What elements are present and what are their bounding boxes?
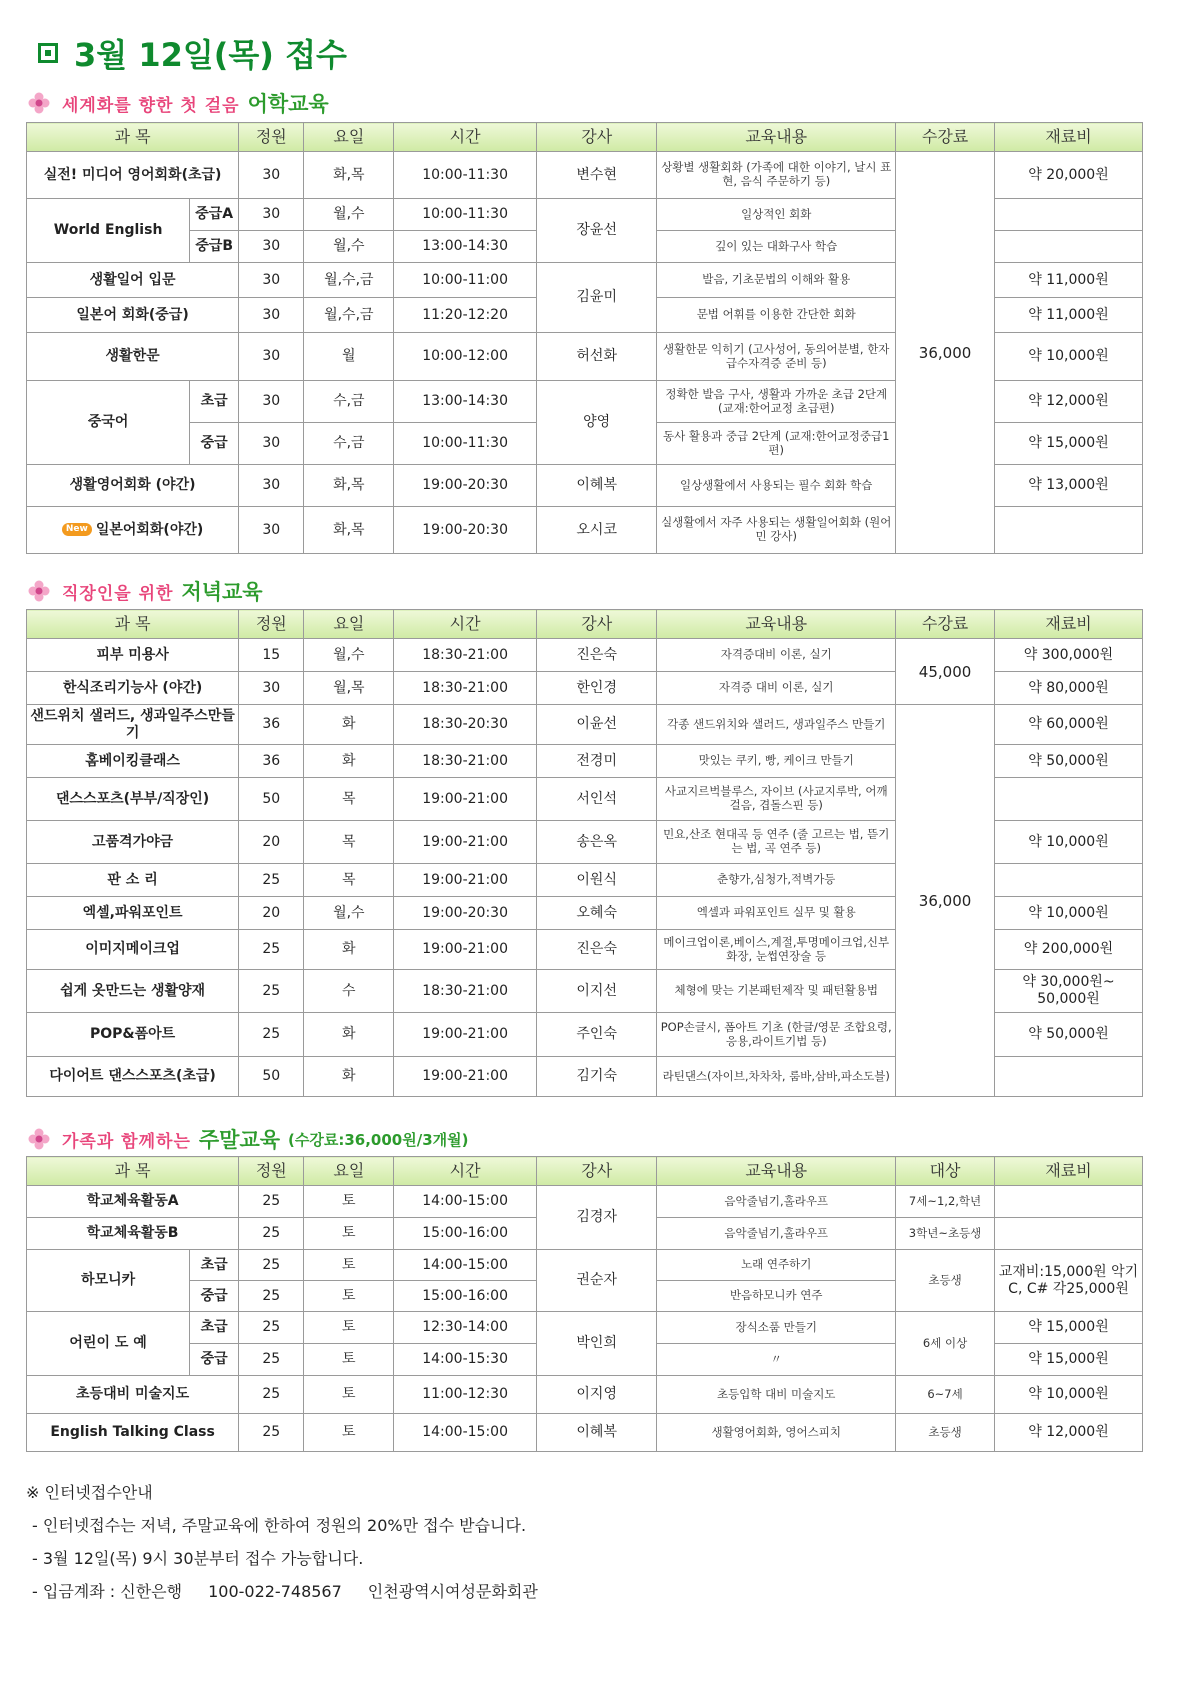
material-cell: 약 10,000원 <box>995 333 1143 381</box>
time-cell: 19:00-20:30 <box>394 897 537 930</box>
header-capacity: 정원 <box>239 610 304 639</box>
note-item: - 인터넷접수는 저녁, 주말교육에 한하여 정원의 20%만 접수 받습니다. <box>32 1516 527 1535</box>
header-subject: 과 목 <box>27 1157 239 1186</box>
language-course-table <box>26 122 1143 554</box>
teacher-cell: 김기숙 <box>537 1057 657 1097</box>
time-cell: 19:00-20:30 <box>394 507 537 554</box>
subject-cell: 샌드위치 샐러드, 생과일주스만들기 <box>27 705 239 745</box>
time-cell: 11:00-12:30 <box>394 1376 537 1414</box>
material-cell: 약 30,000원~ 50,000원 <box>995 970 1143 1013</box>
teacher-cell: 김윤미 <box>537 263 657 333</box>
note-item-text: 인터넷접수는 저녁, 주말교육에 한하여 정원의 20%만 접수 받습니다. <box>42 1516 527 1535</box>
level-cell: 초급 <box>190 1312 239 1344</box>
capacity-cell: 30 <box>239 423 304 465</box>
capacity-cell: 25 <box>239 1281 304 1312</box>
new-badge: New <box>62 523 92 536</box>
time-cell: 18:30-21:00 <box>394 672 537 705</box>
time-cell: 10:00-12:00 <box>394 333 537 381</box>
time-cell: 11:20-12:20 <box>394 298 537 333</box>
teacher-cell: 전경미 <box>537 745 657 778</box>
table-header-row <box>27 123 1143 152</box>
content-cell: 일상생활에서 사용되는 필수 회화 학습 <box>657 465 896 507</box>
time-cell: 10:00-11:30 <box>394 423 537 465</box>
capacity-cell: 30 <box>239 298 304 333</box>
time-cell: 18:30-20:30 <box>394 705 537 745</box>
target-cell: 6세 이상 <box>896 1312 995 1376</box>
teacher-cell: 오시코 <box>537 507 657 554</box>
target-cell: 초등생 <box>896 1414 995 1452</box>
level-cell: 초급 <box>190 381 239 423</box>
header-fee: 수강료 <box>896 610 995 639</box>
content-cell: 체형에 맞는 기본패턴제작 및 패턴활용법 <box>657 970 896 1013</box>
header-capacity: 정원 <box>239 123 304 152</box>
day-cell: 수,금 <box>304 381 394 423</box>
content-cell: 민요,산조 현대곡 등 연주 (줄 고르는 법, 뜯기는 법, 곡 연주 등) <box>657 821 896 864</box>
capacity-cell: 25 <box>239 1250 304 1281</box>
header-subject: 과 목 <box>27 610 239 639</box>
time-cell: 18:30-21:00 <box>394 745 537 778</box>
content-cell: 엑셀과 파워포인트 실무 및 활용 <box>657 897 896 930</box>
fee-cell: 36,000 <box>896 152 995 554</box>
header-teacher: 강사 <box>537 610 657 639</box>
section-heading-strong: 저녁교육 <box>181 580 263 604</box>
day-cell: 목 <box>304 864 394 897</box>
material-cell: 약 60,000원 <box>995 705 1143 745</box>
teacher-cell: 주인숙 <box>537 1013 657 1057</box>
subject-cell <box>27 507 239 554</box>
notes-heading: ※ 인터넷접수안내 <box>26 1483 153 1502</box>
material-cell: 약 200,000원 <box>995 930 1143 970</box>
content-cell: 문법 어휘를 이용한 간단한 회화 <box>657 298 896 333</box>
flower-icon <box>28 1128 50 1150</box>
day-cell: 월 <box>304 333 394 381</box>
material-cell <box>995 231 1143 263</box>
subject-cell: 다이어트 댄스스포츠(초급) <box>27 1057 239 1097</box>
section-heading-bubble: 가족과 함께하는 <box>62 1131 191 1152</box>
day-cell: 토 <box>304 1281 394 1312</box>
capacity-cell: 50 <box>239 1057 304 1097</box>
table-row <box>27 1376 1143 1414</box>
capacity-cell: 25 <box>239 864 304 897</box>
content-cell: 생활영어회화, 영어스피치 <box>657 1414 896 1452</box>
content-cell: 춘향가,심청가,적벽가등 <box>657 864 896 897</box>
capacity-cell: 30 <box>239 231 304 263</box>
time-cell: 14:00-15:00 <box>394 1250 537 1281</box>
material-cell: 약 300,000원 <box>995 639 1143 672</box>
subject-cell: POP&폼아트 <box>27 1013 239 1057</box>
day-cell: 화,목 <box>304 507 394 554</box>
account-number: 100-022-748567 <box>208 1582 342 1601</box>
subject-cell: 댄스스포츠(부부/직장인) <box>27 778 239 821</box>
teacher-cell: 변수현 <box>537 152 657 199</box>
time-cell: 19:00-21:00 <box>394 1013 537 1057</box>
internet-registration-notes <box>26 1480 538 1612</box>
content-cell: 각종 샌드위치와 샐러드, 생과일주스 만들기 <box>657 705 896 745</box>
flower-icon <box>28 580 50 602</box>
teacher-cell: 서인석 <box>537 778 657 821</box>
capacity-cell: 30 <box>239 507 304 554</box>
teacher-cell: 송은옥 <box>537 821 657 864</box>
header-day: 요일 <box>304 123 394 152</box>
time-cell: 13:00-14:30 <box>394 231 537 263</box>
teacher-cell: 이지선 <box>537 970 657 1013</box>
subject-text: 일본어회화(야간) <box>95 521 204 538</box>
header-material: 재료비 <box>995 1157 1143 1186</box>
capacity-cell: 25 <box>239 1218 304 1250</box>
table-row <box>27 639 1143 672</box>
header-teacher: 강사 <box>537 1157 657 1186</box>
day-cell: 월,목 <box>304 672 394 705</box>
day-cell: 화 <box>304 705 394 745</box>
day-cell: 토 <box>304 1376 394 1414</box>
day-cell: 화 <box>304 930 394 970</box>
capacity-cell: 25 <box>239 930 304 970</box>
time-cell: 14:00-15:30 <box>394 1344 537 1376</box>
subject-cell: 어린이 도 예 <box>27 1312 190 1376</box>
header-content: 교육내용 <box>657 610 896 639</box>
subject-cell: 홈베이킹클래스 <box>27 745 239 778</box>
content-cell: 음악줄넘기,홀라우프 <box>657 1186 896 1218</box>
content-cell: 일상적인 회화 <box>657 199 896 231</box>
material-cell <box>995 1057 1143 1097</box>
capacity-cell: 30 <box>239 381 304 423</box>
content-cell: 생활한문 익히기 (고사성어, 동의어분별, 한자급수자격증 준비 등) <box>657 333 896 381</box>
teacher-cell: 한인경 <box>537 672 657 705</box>
table-header-row <box>27 610 1143 639</box>
material-cell <box>995 507 1143 554</box>
material-cell <box>995 1218 1143 1250</box>
day-cell: 화,목 <box>304 152 394 199</box>
capacity-cell: 30 <box>239 152 304 199</box>
content-cell: 정확한 발음 구사, 생활과 가까운 초급 2단계(교재:한어교정 초급편) <box>657 381 896 423</box>
header-day: 요일 <box>304 610 394 639</box>
subject-cell: 초등대비 미술지도 <box>27 1376 239 1414</box>
teacher-cell: 이지영 <box>537 1376 657 1414</box>
subject-cell: 학교체육활동B <box>27 1218 239 1250</box>
day-cell: 토 <box>304 1312 394 1344</box>
capacity-cell: 25 <box>239 1344 304 1376</box>
day-cell: 월,수,금 <box>304 298 394 333</box>
content-cell: 장식소품 만들기 <box>657 1312 896 1344</box>
teacher-cell: 진은숙 <box>537 930 657 970</box>
time-cell: 10:00-11:30 <box>394 199 537 231</box>
capacity-cell: 25 <box>239 970 304 1013</box>
account-label: 입금계좌 : 신한은행 <box>42 1582 183 1601</box>
subject-cell: 일본어 회화(중급) <box>27 298 239 333</box>
material-cell <box>995 778 1143 821</box>
time-cell: 18:30-21:00 <box>394 639 537 672</box>
material-cell: 약 11,000원 <box>995 298 1143 333</box>
teacher-cell: 진은숙 <box>537 639 657 672</box>
day-cell: 목 <box>304 778 394 821</box>
day-cell: 토 <box>304 1250 394 1281</box>
capacity-cell: 25 <box>239 1376 304 1414</box>
section-heading-language <box>28 88 329 118</box>
content-cell: 음악줄넘기,홀라우프 <box>657 1218 896 1250</box>
day-cell: 월,수 <box>304 897 394 930</box>
time-cell: 19:00-21:00 <box>394 1057 537 1097</box>
day-cell: 토 <box>304 1344 394 1376</box>
target-cell: 7세~1,2,학년 <box>896 1186 995 1218</box>
teacher-cell: 김경자 <box>537 1186 657 1250</box>
material-cell <box>995 199 1143 231</box>
teacher-cell: 양영 <box>537 381 657 465</box>
content-cell: 발음, 기초문법의 이해와 활용 <box>657 263 896 298</box>
material-cell: 약 10,000원 <box>995 1376 1143 1414</box>
level-cell: 초급 <box>190 1250 239 1281</box>
account-holder: 인천광역시여성문화회관 <box>367 1582 538 1601</box>
content-cell: 메이크업이론,베이스,계절,투명메이크업,신부화장, 눈썹연장술 등 <box>657 930 896 970</box>
content-cell: 초등입학 대비 미술지도 <box>657 1376 896 1414</box>
content-cell: 자격증 대비 이론, 실기 <box>657 672 896 705</box>
material-cell: 약 12,000원 <box>995 1414 1143 1452</box>
header-time: 시간 <box>394 1157 537 1186</box>
subject-cell: World English <box>27 199 190 263</box>
capacity-cell: 30 <box>239 672 304 705</box>
target-cell: 초등생 <box>896 1250 995 1312</box>
day-cell: 월,수 <box>304 639 394 672</box>
teacher-cell: 장윤선 <box>537 199 657 263</box>
material-cell: 약 15,000원 <box>995 423 1143 465</box>
subject-cell: 생활일어 입문 <box>27 263 239 298</box>
material-cell: 약 13,000원 <box>995 465 1143 507</box>
material-cell: 약 12,000원 <box>995 381 1143 423</box>
content-cell: POP손글시, 폼아트 기초 (한글/영문 조합요령, 응용,라이트기법 등) <box>657 1013 896 1057</box>
subject-cell: 학교체육활동A <box>27 1186 239 1218</box>
level-cell: 중급A <box>190 199 239 231</box>
content-cell: 사교지르벅블루스, 자이브 (사교지루박, 어깨걸음, 겹돌스핀 등) <box>657 778 896 821</box>
material-cell: 약 50,000원 <box>995 1013 1143 1057</box>
subject-cell: 실전! 미디어 영어회화(초급) <box>27 152 239 199</box>
header-capacity: 정원 <box>239 1157 304 1186</box>
table-row <box>27 152 1143 199</box>
capacity-cell: 50 <box>239 778 304 821</box>
section-heading-bubble: 세계화를 향한 첫 걸음 <box>62 95 240 116</box>
header-material: 재료비 <box>995 123 1143 152</box>
capacity-cell: 20 <box>239 821 304 864</box>
teacher-cell: 오혜숙 <box>537 897 657 930</box>
section-heading-strong: 주말교육 <box>198 1128 281 1152</box>
day-cell: 목 <box>304 821 394 864</box>
day-cell: 토 <box>304 1186 394 1218</box>
note-item: - 3월 12일(목) 9시 30분부터 접수 가능합니다. <box>32 1549 364 1568</box>
content-cell: 자격증대비 이론, 실기 <box>657 639 896 672</box>
teacher-cell: 이혜복 <box>537 465 657 507</box>
subject-cell: 한식조리기능사 (야간) <box>27 672 239 705</box>
capacity-cell: 30 <box>239 333 304 381</box>
time-cell: 12:30-14:00 <box>394 1312 537 1344</box>
time-cell: 19:00-21:00 <box>394 821 537 864</box>
content-cell: 상황별 생활회화 (가족에 대한 이야기, 날시 표현, 음식 주문하기 등) <box>657 152 896 199</box>
table-row <box>27 705 1143 745</box>
capacity-cell: 25 <box>239 1312 304 1344</box>
header-content: 교육내용 <box>657 123 896 152</box>
header-time: 시간 <box>394 610 537 639</box>
subject-cell: 하모니카 <box>27 1250 190 1312</box>
material-cell: 약 80,000원 <box>995 672 1143 705</box>
capacity-cell: 30 <box>239 263 304 298</box>
capacity-cell: 25 <box>239 1013 304 1057</box>
material-cell: 약 15,000원 <box>995 1312 1143 1344</box>
flower-icon <box>28 92 50 114</box>
fee-cell: 36,000 <box>896 705 995 1097</box>
level-cell: 중급B <box>190 231 239 263</box>
material-cell: 약 10,000원 <box>995 897 1143 930</box>
fee-cell: 45,000 <box>896 639 995 705</box>
capacity-cell: 36 <box>239 745 304 778</box>
material-cell <box>995 864 1143 897</box>
subject-cell: 엑셀,파워포인트 <box>27 897 239 930</box>
day-cell: 월,수 <box>304 199 394 231</box>
header-subject: 과 목 <box>27 123 239 152</box>
content-cell: 깊이 있는 대화구사 학습 <box>657 231 896 263</box>
header-content: 교육내용 <box>657 1157 896 1186</box>
header-target: 대상 <box>896 1157 995 1186</box>
content-cell: 실생활에서 자주 사용되는 생활일어회화 (원어민 강사) <box>657 507 896 554</box>
section-heading-evening <box>28 576 263 606</box>
content-cell: 동사 활용과 중급 2단계 (교재:한어교정중급1편) <box>657 423 896 465</box>
material-cell: 약 11,000원 <box>995 263 1143 298</box>
capacity-cell: 36 <box>239 705 304 745</box>
table-row <box>27 1186 1143 1218</box>
material-cell: 약 50,000원 <box>995 745 1143 778</box>
day-cell: 수 <box>304 970 394 1013</box>
capacity-cell: 30 <box>239 199 304 231</box>
day-cell: 화 <box>304 745 394 778</box>
section-heading-bubble: 직장인을 위한 <box>62 583 174 604</box>
content-cell: 〃 <box>657 1344 896 1376</box>
section-heading-note: (수강료:36,000원/3개월) <box>288 1130 469 1149</box>
header-time: 시간 <box>394 123 537 152</box>
header-day: 요일 <box>304 1157 394 1186</box>
header-material: 재료비 <box>995 610 1143 639</box>
teacher-cell: 허선화 <box>537 333 657 381</box>
subject-cell: 쉽게 옷만드는 생활양재 <box>27 970 239 1013</box>
header-fee: 수강료 <box>896 123 995 152</box>
capacity-cell: 20 <box>239 897 304 930</box>
page-title <box>38 30 347 76</box>
capacity-cell: 30 <box>239 465 304 507</box>
level-cell: 중급 <box>190 1344 239 1376</box>
time-cell: 18:30-21:00 <box>394 970 537 1013</box>
weekend-course-table <box>26 1156 1143 1452</box>
day-cell: 화 <box>304 1057 394 1097</box>
time-cell: 15:00-16:00 <box>394 1281 537 1312</box>
day-cell: 월,수 <box>304 231 394 263</box>
day-cell: 화 <box>304 1013 394 1057</box>
subject-cell: 생활영어회화 (야간) <box>27 465 239 507</box>
time-cell: 10:00-11:30 <box>394 152 537 199</box>
time-cell: 14:00-15:00 <box>394 1186 537 1218</box>
target-cell: 6~7세 <box>896 1376 995 1414</box>
target-cell: 3학년~초등생 <box>896 1218 995 1250</box>
capacity-cell: 25 <box>239 1414 304 1452</box>
day-cell: 화,목 <box>304 465 394 507</box>
time-cell: 19:00-20:30 <box>394 465 537 507</box>
page-title-text: 3월 12일(목) 접수 <box>74 36 347 74</box>
time-cell: 19:00-21:00 <box>394 864 537 897</box>
material-cell: 약 10,000원 <box>995 821 1143 864</box>
level-cell: 중급 <box>190 423 239 465</box>
section-heading-weekend <box>28 1124 468 1154</box>
time-cell: 13:00-14:30 <box>394 381 537 423</box>
day-cell: 월,수,금 <box>304 263 394 298</box>
time-cell: 10:00-11:00 <box>394 263 537 298</box>
material-cell: 약 20,000원 <box>995 152 1143 199</box>
material-cell <box>995 1186 1143 1218</box>
content-cell: 맛있는 쿠키, 빵, 케이크 만들기 <box>657 745 896 778</box>
teacher-cell: 권순자 <box>537 1250 657 1312</box>
content-cell: 반음하모니카 연주 <box>657 1281 896 1312</box>
teacher-cell: 이원식 <box>537 864 657 897</box>
teacher-cell: 이혜복 <box>537 1414 657 1452</box>
subject-cell: 고품격가야금 <box>27 821 239 864</box>
day-cell: 토 <box>304 1218 394 1250</box>
time-cell: 14:00-15:00 <box>394 1414 537 1452</box>
content-cell: 노래 연주하기 <box>657 1250 896 1281</box>
subject-cell: 생활한문 <box>27 333 239 381</box>
square-bullet-icon <box>38 43 58 63</box>
subject-cell: 피부 미용사 <box>27 639 239 672</box>
subject-cell: 판 소 리 <box>27 864 239 897</box>
subject-cell: 중국어 <box>27 381 190 465</box>
section-heading-strong: 어학교육 <box>247 92 329 116</box>
capacity-cell: 15 <box>239 639 304 672</box>
table-row <box>27 1312 1143 1344</box>
subject-cell: English Talking Class <box>27 1414 239 1452</box>
teacher-cell: 이윤선 <box>537 705 657 745</box>
day-cell: 토 <box>304 1414 394 1452</box>
table-row <box>27 1414 1143 1452</box>
evening-course-table <box>26 609 1143 1097</box>
capacity-cell: 25 <box>239 1186 304 1218</box>
note-account: - 입금계좌 : 신한은행 100-022-748567 인천광역시여성문화회관 <box>32 1582 538 1601</box>
day-cell: 수,금 <box>304 423 394 465</box>
note-item-text: 3월 12일(목) 9시 30분부터 접수 가능합니다. <box>42 1549 364 1568</box>
teacher-cell: 박인희 <box>537 1312 657 1376</box>
content-cell: 라틴댄스(자이브,차차차, 룸바,삼바,파소도블) <box>657 1057 896 1097</box>
header-teacher: 강사 <box>537 123 657 152</box>
table-header-row <box>27 1157 1143 1186</box>
level-cell: 중급 <box>190 1281 239 1312</box>
time-cell: 15:00-16:00 <box>394 1218 537 1250</box>
time-cell: 19:00-21:00 <box>394 778 537 821</box>
table-row <box>27 1250 1143 1281</box>
material-cell: 약 15,000원 <box>995 1344 1143 1376</box>
subject-cell: 이미지메이크업 <box>27 930 239 970</box>
time-cell: 19:00-21:00 <box>394 930 537 970</box>
material-cell: 교재비:15,000원 악기 C, C# 각25,000원 <box>995 1250 1143 1312</box>
